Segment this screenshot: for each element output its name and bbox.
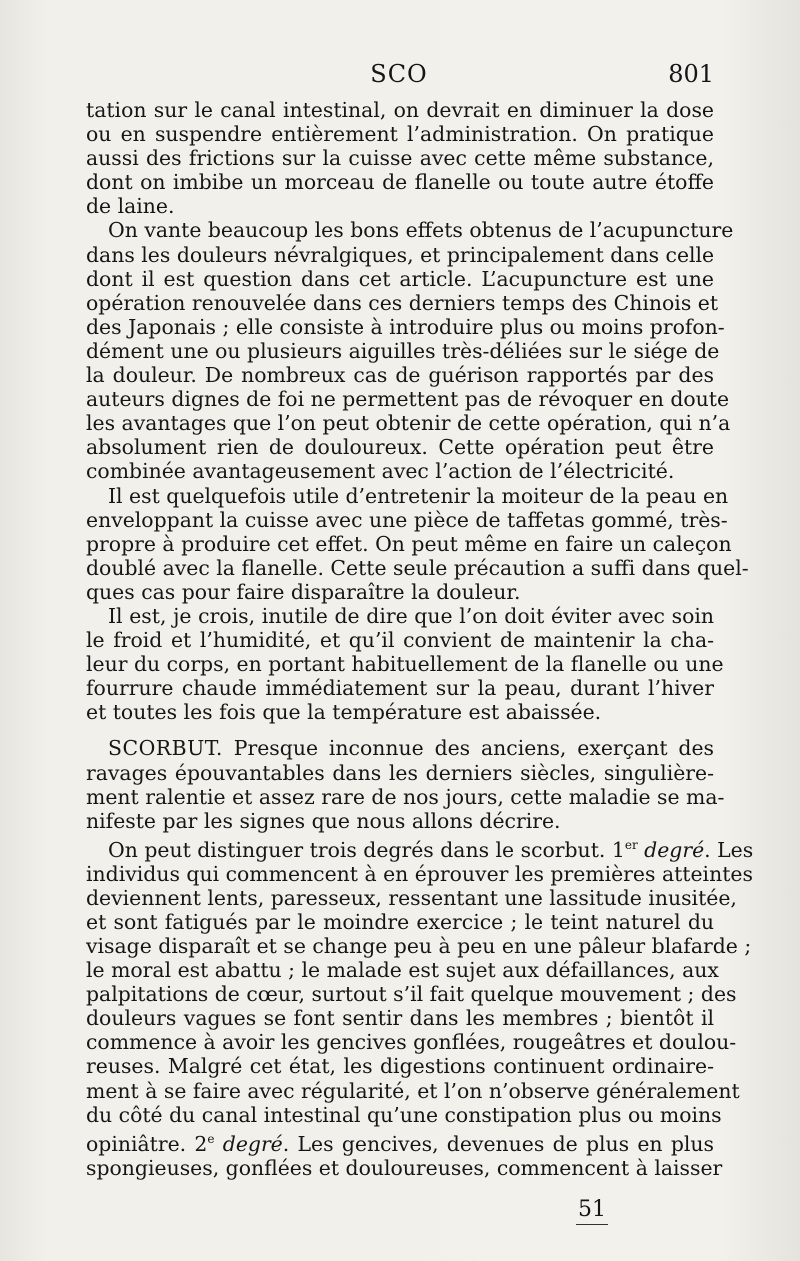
text-line: spongieuses, gonflées et douloureuses, commencent à laisser <box>86 1155 723 1180</box>
text-line: du côté du canal intestinal qu’une constipation plus ou moins <box>86 1102 722 1127</box>
text-line: le froid et l’humidité, et qu’il convient de maintenir la cha- <box>86 628 714 653</box>
text-line: ques cas pour faire disparaître la douleur. <box>86 579 521 604</box>
text-line <box>86 1127 714 1156</box>
text-line: et toutes les fois que la température est abaissée. <box>86 700 602 725</box>
text-line: douleurs vagues se font sentir dans les membres ; bientôt il <box>86 1006 714 1031</box>
degree-number: 2 <box>186 1131 208 1156</box>
paragraph-scorbut <box>86 736 725 833</box>
degree-label: degré <box>222 1131 283 1156</box>
page-header <box>84 60 714 94</box>
paragraph <box>86 98 714 218</box>
text-line <box>86 833 754 862</box>
text-fragment: opiniâtre. <box>86 1131 187 1156</box>
text-fragment: . Les <box>704 837 754 862</box>
text-line: Il est, je crois, inutile de dire que l’on doit éviter avec soin <box>108 603 714 628</box>
text-fragment: Presque inconnue des anciens, exerçant des <box>222 736 714 761</box>
text-line: dément une ou plusieurs aiguilles très-déliées sur le siége de <box>86 338 720 363</box>
paragraph <box>86 833 754 1180</box>
text-line: ment ralentie et assez rare de nos jours, cette maladie se ma- <box>86 784 725 809</box>
text-line: enveloppant la cuisse avec une pièce de taffetas gommé, très- <box>86 507 728 532</box>
text-line: combinée avantageusement avec l’action de l’électricité. <box>86 459 675 484</box>
running-head: SCO <box>370 60 428 88</box>
text-line: palpitations de cœur, surtout s’il fait quelque mouvement ; des <box>86 982 737 1007</box>
text-line <box>86 736 714 760</box>
text-line: propre à produire cet effet. On peut même en faire un caleçon <box>86 531 732 556</box>
entry-headword: SCORBUT. <box>108 736 223 761</box>
text-line: doublé avec la flanelle. Cette seule précaution a suffi dans quel- <box>86 555 749 580</box>
text-line: Il est quelquefois utile d’entretenir la moiteur de la peau en <box>108 483 729 508</box>
text-line: deviennent lents, paresseux, ressentant une lassitude inusitée, <box>86 885 737 910</box>
text-line: les avantages que l’on peut obtenir de cette opération, qui n’a <box>86 411 731 436</box>
text-line: aussi des frictions sur la cuisse avec cette même substance, <box>86 146 714 171</box>
section-gap <box>86 724 714 736</box>
text-line: des Japonais ; elle consiste à introduire plus ou moins profon- <box>86 314 725 339</box>
text-line: opération renouvelée dans ces derniers temps des Chinois et <box>86 290 719 315</box>
text-line: leur du corps, en portant habituellement de la flanelle ou une <box>86 652 724 677</box>
paragraph <box>86 603 724 725</box>
text-line: ravages épouvantables dans les derniers siècles, singulière- <box>86 760 714 785</box>
paragraph <box>86 218 734 484</box>
text-line: visage disparaît et se change peu à peu en une pâleur blafarde ; <box>86 933 752 958</box>
paragraph <box>86 483 749 604</box>
text-line: fourrure chaude immédiatement sur la peau, durant l’hiver <box>86 676 714 701</box>
text-line: de laine. <box>86 194 175 219</box>
page-number: 801 <box>668 60 714 88</box>
text-line: la douleur. De nombreux cas de guérison rapportés par des <box>86 363 714 388</box>
signature-mark: 51 <box>576 1197 608 1225</box>
degree-superscript: e <box>207 1131 215 1146</box>
body-text <box>86 98 754 1180</box>
text-line: nifeste par les signes que nous allons décrire. <box>86 808 561 833</box>
text-line: tation sur le canal intestinal, on devrait en diminuer la dose <box>86 98 714 122</box>
text-fragment: . Les gencives, devenues de plus en plus <box>282 1131 714 1156</box>
text-line: reuses. Malgré cet état, les digestions continuent ordinaire- <box>86 1054 714 1079</box>
degree-label: degré <box>644 837 705 862</box>
text-line: dans les douleurs névralgiques, et principalement dans celle <box>86 242 715 267</box>
text-line: commence à avoir les gencives gonflées, rougeâtres et doulou- <box>86 1030 737 1055</box>
text-line: ou en suspendre entièrement l’administration. On pratique <box>86 122 714 147</box>
text-line: individus qui commencent à en éprouver les premières atteintes <box>86 861 753 886</box>
text-line: dont on imbibe un morceau de flanelle ou toute autre étoffe <box>86 170 714 195</box>
text-line: et sont fatigués par le moindre exercice ; le teint naturel du <box>86 909 714 934</box>
text-line: auteurs dignes de foi ne permettent pas de révoquer en doute <box>86 387 730 412</box>
degree-superscript: er <box>624 837 638 852</box>
text-line: ment à se faire avec régularité, et l’on n’observe généralement <box>86 1078 740 1103</box>
text-line: On vante beaucoup les bons effets obtenus de l’acupuncture <box>108 218 734 243</box>
text-line: absolument rien de douloureux. Cette opération peut être <box>86 435 714 460</box>
text-line: le moral est abattu ; le malade est sujet aux défaillances, aux <box>86 958 719 983</box>
degree-number: 1 <box>605 837 625 862</box>
text-line: dont il est question dans cet article. L’acupuncture est une <box>86 266 714 291</box>
text-fragment: On peut distinguer trois degrés dans le scorbut. <box>108 837 606 862</box>
